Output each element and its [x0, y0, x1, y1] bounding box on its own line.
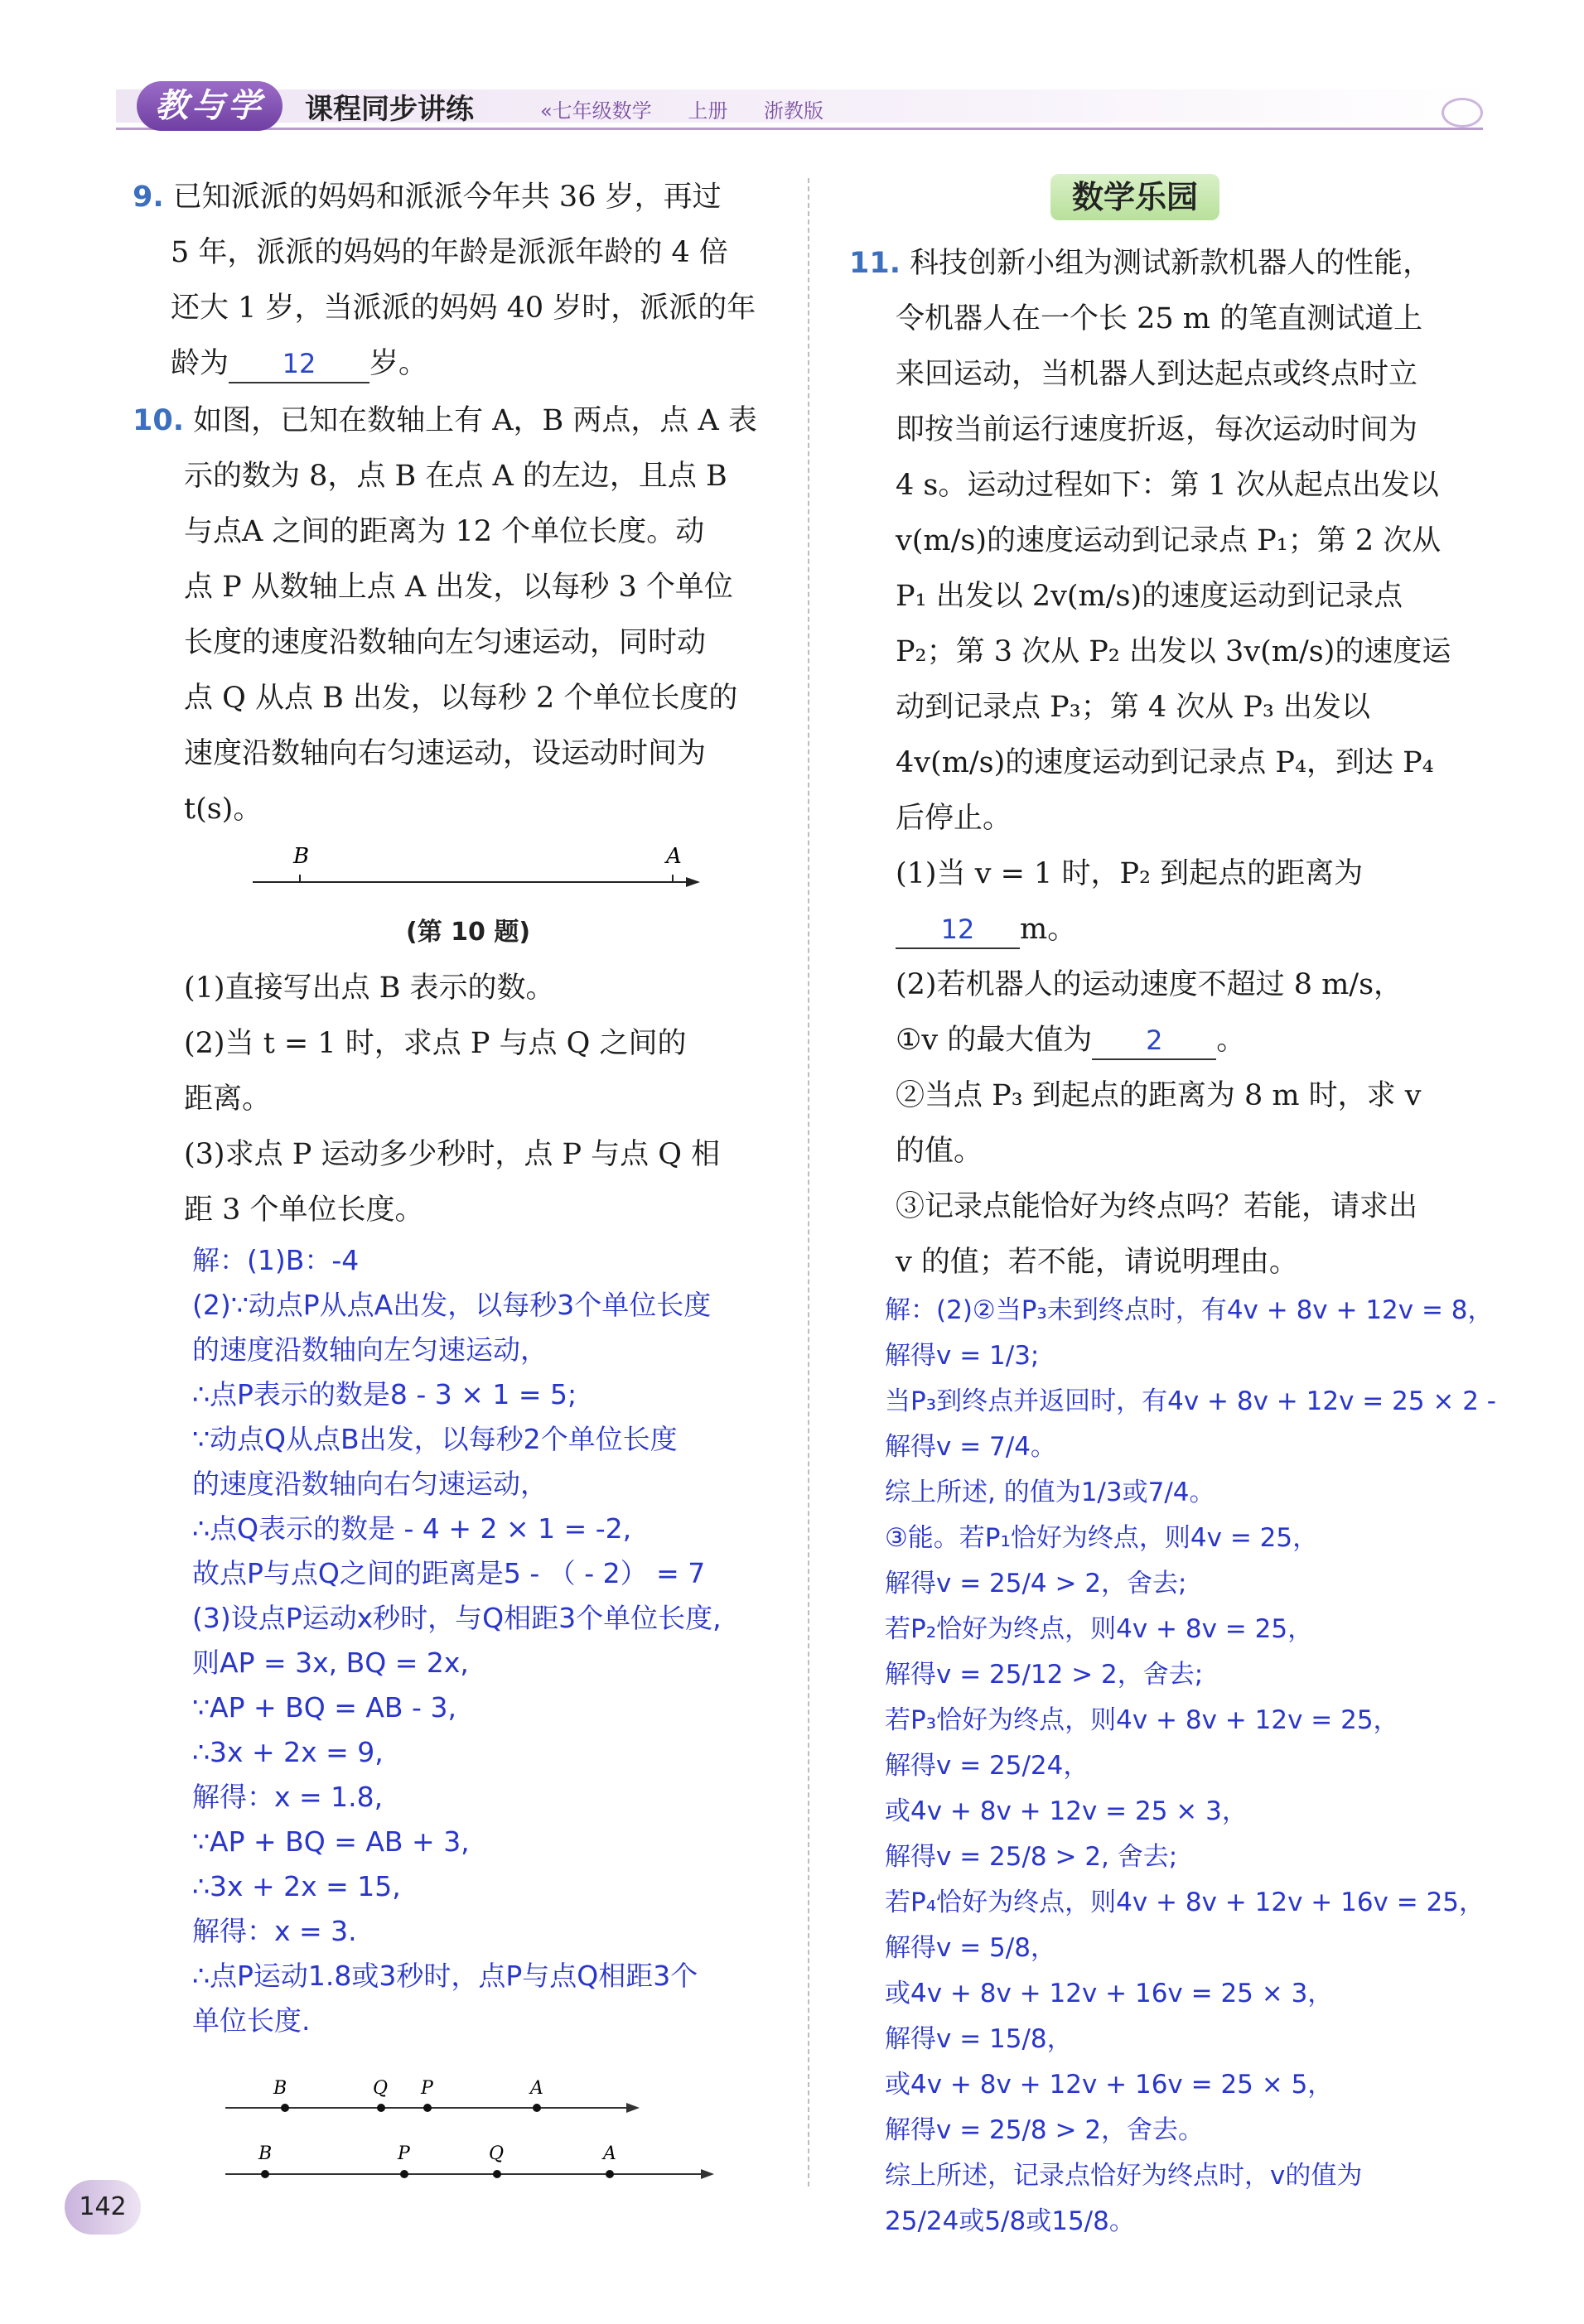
- point-b: [281, 2104, 289, 2112]
- solution-line: 解得v = 25/4 > 2，舍去;: [885, 1569, 1187, 1598]
- q11-line: 即按当前运行速度折返，每次运动时间为: [896, 413, 1418, 446]
- swirl-icon: [1442, 98, 1483, 128]
- diagram-label: A: [603, 2143, 616, 2164]
- point-p: [423, 2104, 432, 2112]
- q11-part-1-answer: 12: [896, 911, 1020, 949]
- solution-line: 当P₃到终点并返回时，有4v + 8v + 12v = 25 × 2 -: [885, 1386, 1496, 1416]
- point-p: [400, 2170, 408, 2178]
- label-b: B: [293, 844, 310, 869]
- solution-line: ∴3x + 2x = 9,: [192, 1736, 384, 1768]
- solution-line: 解得：x = 1.8,: [192, 1781, 384, 1813]
- solution-line: 则AP = 3x, BQ = 2x,: [192, 1647, 469, 1679]
- header-rule: [116, 128, 1483, 130]
- q10-parts: [184, 961, 797, 1238]
- diagram-label: Q: [489, 2143, 505, 2164]
- solution-line: 综上所述, 的值为1/3或7/4。: [885, 1478, 1215, 1507]
- solution-line: 解得v = 25/8 > 2，舍去。: [885, 2115, 1205, 2145]
- solution-line: ③能。若P₁恰好为终点，则4v = 25，: [885, 1523, 1319, 1553]
- q10-part: (2)当 t = 1 时，求点 P 与点 Q 之间的: [184, 1027, 687, 1060]
- q9-line: 5 年，派派的妈妈的年龄是派派年龄的 4 倍: [171, 236, 728, 269]
- point-a: [606, 2170, 614, 2178]
- q11-part-1: (1)当 v = 1 时，P₂ 到起点的距离为: [896, 857, 1364, 890]
- q11-part-1-answer-line: 12 m。: [849, 902, 1562, 957]
- arrow-icon: [626, 2103, 640, 2113]
- diagram-label: B: [273, 2078, 287, 2099]
- q9-answer: 12: [229, 345, 369, 383]
- q10-solution-diagram: [217, 2071, 731, 2211]
- point-b: [261, 2170, 269, 2178]
- solution-line: ∵AP + BQ = AB - 3,: [192, 1691, 456, 1724]
- solution-line: 解得v = 5/8，: [885, 1933, 1056, 1963]
- q10-line: 与点A 之间的距离为 12 个单位长度。动: [184, 515, 705, 548]
- q10-solution: [192, 1238, 805, 2043]
- diagram-label: P: [421, 2078, 433, 2099]
- q9-line: 还大 1 岁，当派派的妈妈 40 岁时，派派的年: [171, 292, 756, 325]
- q9-line: 9. 已知派派的妈妈和派派今年共 36 岁，再过: [133, 181, 722, 214]
- q11-line: 4 s。运动过程如下：第 1 次从起点出发以: [896, 469, 1439, 502]
- solution-line: 解得：x = 3.: [192, 1915, 357, 1947]
- q10-line: 点 P 从数轴上点 A 出发，以每秒 3 个单位: [184, 571, 733, 604]
- q11-solution: [885, 1288, 1572, 2244]
- solution-line: 解得v = 15/8，: [885, 2024, 1073, 2054]
- q10-part: (1)直接写出点 B 表示的数。: [184, 972, 555, 1005]
- book-logo: 教与学: [137, 81, 283, 131]
- column-divider: [808, 178, 809, 2187]
- solution-line: ∵AP + BQ = AB + 3,: [192, 1825, 470, 1858]
- diagram-label: B: [258, 2143, 273, 2164]
- solution-line: ∴点P运动1.8或3秒时，点P与点Q相距3个: [192, 1960, 698, 1992]
- edition-label: 浙教版: [763, 99, 823, 123]
- solution-line: ∴3x + 2x = 15,: [192, 1870, 401, 1902]
- q10-part: 距离。: [184, 1082, 272, 1116]
- q11-part-2-2: 的值。: [896, 1135, 983, 1168]
- question-9: [133, 170, 787, 392]
- q9-number: 9.: [133, 181, 164, 214]
- solution-line: 或4v + 8v + 12v + 16v = 25 × 3，: [885, 1979, 1334, 2008]
- q11-part-2-3: v 的值；若不能，请说明理由。: [896, 1246, 1298, 1279]
- grade-label: «七年级数学: [540, 99, 652, 123]
- q10-line: 速度沿数轴向右匀速运动，设运动时间为: [184, 737, 707, 770]
- q11-line: 动到记录点 P₃；第 4 次从 P₃ 出发以: [896, 691, 1371, 724]
- solution-line: 解得v = 7/4。: [885, 1432, 1056, 1462]
- diagram-label: A: [530, 2078, 543, 2099]
- section-title: 数学乐园: [1050, 174, 1219, 220]
- q11-line: 来回运动，当机器人到达起点或终点时立: [896, 358, 1418, 391]
- diagram-label: P: [398, 2143, 410, 2164]
- solution-line: 若P₃恰好为终点，则4v + 8v + 12v = 25，: [885, 1705, 1399, 1735]
- solution-line: 解得v = 1/3;: [885, 1341, 1040, 1371]
- q11-part-2-1-answer: 2: [1092, 1022, 1216, 1060]
- q11-line: v(m/s)的速度运动到记录点 P₁；第 2 次从: [896, 524, 1442, 557]
- q10-line: t(s)。: [184, 793, 263, 826]
- figure-caption: (第 10 题): [406, 918, 531, 947]
- solution-line: 解得v = 25/24，: [885, 1751, 1089, 1781]
- solution-line: ∵动点Q从点B出发，以每秒2个单位长度: [192, 1423, 678, 1455]
- q11-line: 4v(m/s)的速度运动到记录点 P₄，到达 P₄: [896, 746, 1434, 779]
- q10-line: 示的数为 8，点 B 在点 A 的左边，且点 B: [184, 460, 727, 493]
- q11-number: 11.: [849, 247, 901, 280]
- solution-line: 单位长度.: [192, 2004, 311, 2037]
- solution-line: ∴点P表示的数是8 - 3 × 1 = 5;: [192, 1378, 577, 1410]
- q10-part: (3)求点 P 运动多少秒时，点 P 与点 Q 相: [184, 1138, 721, 1171]
- solution-line: 故点P与点Q之间的距离是5 - （ - 2） = 7: [192, 1557, 706, 1589]
- solution-line: 解：(1)B：-4: [192, 1244, 360, 1276]
- q11-line: 令机器人在一个长 25 m 的笔直测试道上: [896, 302, 1423, 335]
- q10-number: 10.: [133, 404, 185, 437]
- q10-line: 长度的速度沿数轴向左匀速运动，同时动: [184, 626, 707, 659]
- q9-line: 龄为 12 岁。: [133, 336, 787, 392]
- solution-line: 综上所述，记录点恰好为终点时，v的值为: [885, 2161, 1363, 2191]
- arrow-icon: [701, 2169, 714, 2179]
- q11-part-2: (2)若机器人的运动速度不超过 8 m/s，: [896, 968, 1403, 1001]
- diagram-label: Q: [373, 2078, 389, 2099]
- label-a: A: [666, 844, 682, 869]
- volume-label: 上册: [688, 99, 728, 123]
- point-q: [377, 2104, 385, 2112]
- q10-line: 点 Q 从点 B 出发，以每秒 2 个单位长度的: [184, 682, 738, 715]
- q11-part-2-1: ①v 的最大值为 2 。: [849, 1013, 1562, 1068]
- solution-line: 的速度沿数轴向左匀速运动，: [192, 1333, 548, 1366]
- q10-number-line-figure: [240, 837, 712, 894]
- page-number: 142: [65, 2180, 141, 2235]
- q11-line: P₂；第 3 次从 P₂ 出发以 3v(m/s)的速度运: [896, 635, 1451, 668]
- book-subtitle: [540, 94, 853, 123]
- solution-line: 若P₄恰好为终点，则4v + 8v + 12v + 16v = 25，: [885, 1888, 1485, 1917]
- q11-part-2-3: ③记录点能恰好为终点吗？若能，请求出: [896, 1190, 1418, 1223]
- q11-line: 后停止。: [896, 802, 1012, 835]
- q11-line: P₁ 出发以 2v(m/s)的速度运动到记录点: [896, 580, 1403, 613]
- solution-line: 解得v = 25/8 > 2, 舍去;: [885, 1842, 1178, 1872]
- solution-line: 解得v = 25/12 > 2，舍去;: [885, 1660, 1204, 1690]
- point-q: [493, 2170, 501, 2178]
- solution-line: ∴点Q表示的数是 - 4 + 2 × 1 = -2,: [192, 1512, 632, 1545]
- solution-line: 或4v + 8v + 12v + 16v = 25 × 5，: [885, 2070, 1334, 2100]
- q11-part-2-2: ②当点 P₃ 到起点的距离为 8 m 时，求 v: [896, 1079, 1422, 1112]
- solution-line: 的速度沿数轴向右匀速运动，: [192, 1468, 548, 1500]
- solution-line: (2)∵动点P从点A出发，以每秒3个单位长度: [192, 1289, 712, 1321]
- question-10: [133, 393, 787, 837]
- q10-part: 距 3 个单位长度。: [184, 1193, 424, 1227]
- q11-line: 11. 科技创新小组为测试新款机器人的性能，: [849, 247, 1432, 280]
- solution-line: 解：(2)②当P₃未到终点时，有4v + 8v + 12v = 8，: [885, 1295, 1494, 1325]
- solution-line: (3)设点P运动x秒时，与Q相距3个单位长度,: [192, 1602, 722, 1634]
- axis-arrow-icon: [686, 877, 700, 887]
- book-title: 课程同步讲练: [305, 93, 474, 126]
- point-a: [533, 2104, 541, 2112]
- question-11: [849, 236, 1562, 1290]
- solution-line: 25/24或5/8或15/8。: [885, 2206, 1135, 2236]
- q10-line: 10. 如图，已知在数轴上有 A，B 两点，点 A 表: [133, 404, 757, 437]
- solution-line: 或4v + 8v + 12v = 25 × 3，: [885, 1796, 1248, 1826]
- solution-line: 若P₂恰好为终点，则4v + 8v = 25，: [885, 1614, 1314, 1644]
